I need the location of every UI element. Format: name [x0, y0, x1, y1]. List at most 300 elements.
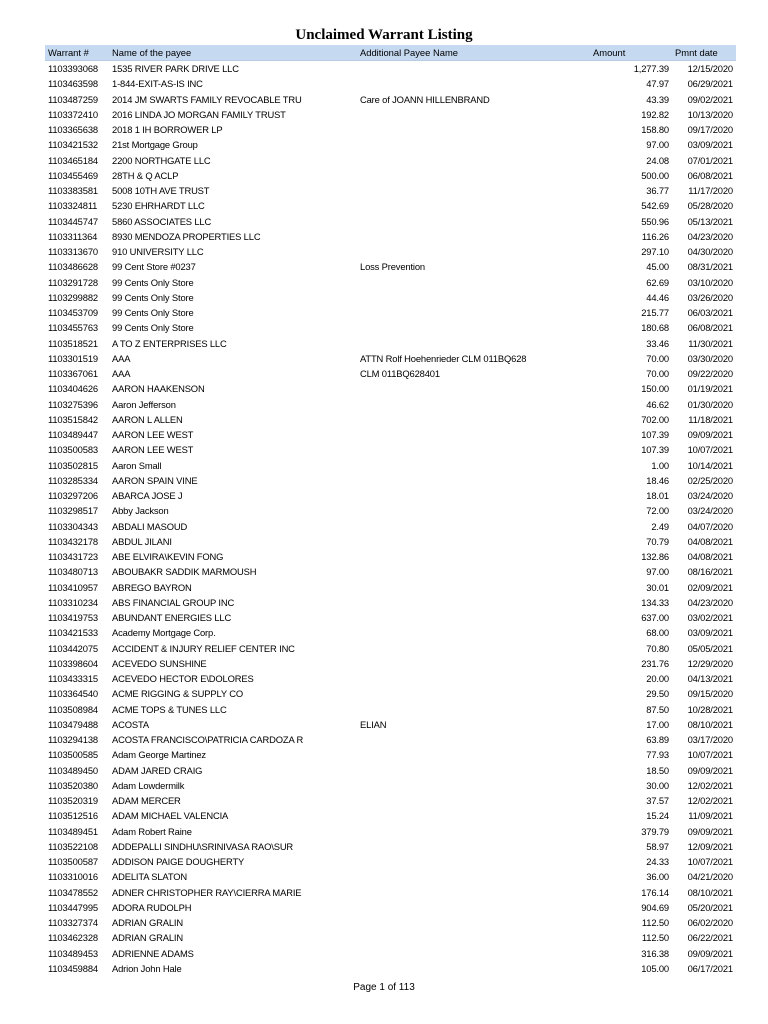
amount: 77.93: [646, 749, 669, 761]
payee-name: 5230 EHRHARDT LLC: [112, 200, 205, 212]
table-row: [45, 503, 736, 518]
warrant-number: 1103520380: [48, 779, 98, 791]
payment-date: 03/09/2021: [687, 139, 733, 151]
amount: 176.14: [641, 886, 669, 898]
payee-name: ACME RIGGING & SUPPLY CO: [112, 688, 243, 700]
payee-name: ADRIAN GRALIN: [112, 932, 183, 944]
payee-name: ABDUL JILANI: [112, 535, 172, 547]
payment-date: 06/29/2021: [687, 78, 733, 90]
additional-payee-name: [357, 214, 575, 229]
additional-payee-name: [357, 946, 575, 961]
warrant-number: 1103508984: [48, 703, 98, 715]
payee-name: 99 Cents Only Store: [112, 307, 194, 319]
payment-date: 10/07/2021: [687, 856, 733, 868]
payee-name: 99 Cents Only Store: [112, 276, 194, 288]
additional-payee-name: [357, 244, 575, 259]
warrant-number: 1103311364: [48, 230, 98, 242]
payee-name: Adam George Martinez: [112, 749, 206, 761]
warrant-number: 1103327374: [48, 917, 98, 929]
table-row: [45, 168, 736, 183]
warrant-number: 1103463598: [48, 78, 98, 90]
table-row: [45, 137, 736, 152]
table-row: [45, 412, 736, 427]
amount: 702.00: [641, 413, 669, 425]
payee-name: 2014 JM SWARTS FAMILY REVOCABLE TRU: [112, 93, 302, 105]
additional-payee-name: [357, 336, 575, 351]
amount: 97.00: [646, 566, 669, 578]
amount: 46.62: [646, 398, 669, 410]
table-row: [45, 153, 736, 168]
table-header-row: [45, 45, 736, 61]
amount: 542.69: [641, 200, 669, 212]
table-row: [45, 900, 736, 915]
payee-name: AARON LEE WEST: [112, 444, 194, 456]
table-row: [45, 351, 736, 366]
amount: 180.68: [641, 322, 669, 334]
warrant-number: 1103455763: [48, 322, 98, 334]
amount: 316.38: [641, 947, 669, 959]
payee-name: Adrion John Hale: [112, 962, 182, 974]
payee-name: ADDISON PAIGE DOUGHERTY: [112, 856, 245, 868]
payee-name: AARON HAAKENSON: [112, 383, 205, 395]
warrant-number: 1103447995: [48, 901, 98, 913]
payment-date: 12/02/2021: [687, 795, 733, 807]
payee-name: AAA: [112, 368, 131, 380]
payment-date: 09/09/2021: [687, 764, 733, 776]
payment-date: 04/13/2021: [687, 673, 733, 685]
table-row: [45, 686, 736, 701]
warrant-number: 1103298517: [48, 505, 98, 517]
additional-payee-name: [357, 183, 575, 198]
amount: 107.39: [641, 429, 669, 441]
additional-payee-name: [357, 153, 575, 168]
warrant-number: 1103479488: [48, 718, 98, 730]
payment-date: 06/22/2021: [687, 932, 733, 944]
warrant-number: 1103291728: [48, 276, 98, 288]
payee-name: ABREGO BAYRON: [112, 581, 192, 593]
payment-date: 08/10/2021: [687, 886, 733, 898]
payee-name: AAA: [112, 352, 131, 364]
additional-payee-name: [357, 198, 575, 213]
amount: 97.00: [646, 139, 669, 151]
warrant-number: 1103404626: [48, 383, 98, 395]
payment-date: 11/18/2021: [688, 413, 733, 425]
table-row: [45, 747, 736, 762]
additional-payee-name: [357, 793, 575, 808]
payment-date: 09/09/2021: [687, 825, 733, 837]
header-payee-name: Name of the payee: [109, 45, 357, 61]
warrant-number: 1103522108: [48, 840, 98, 852]
table-row: [45, 259, 736, 274]
amount: 70.00: [646, 352, 669, 364]
table-row: [45, 915, 736, 930]
payee-name: ABS FINANCIAL GROUP INC: [112, 596, 235, 608]
warrant-number: 1103486628: [48, 261, 98, 273]
additional-payee-name: [357, 869, 575, 884]
table-row: [45, 702, 736, 717]
payment-date: 03/30/2020: [687, 352, 733, 364]
table-row: [45, 381, 736, 396]
amount: 158.80: [641, 124, 669, 136]
amount: 637.00: [641, 612, 669, 624]
warrant-number: 1103518521: [48, 337, 98, 349]
payee-name: ADRIENNE ADAMS: [112, 947, 194, 959]
table-row: [45, 229, 736, 244]
payee-name: 1535 RIVER PARK DRIVE LLC: [112, 63, 239, 75]
warrant-number: 1103372410: [48, 108, 98, 120]
warrant-number: 1103304343: [48, 520, 98, 532]
additional-payee-name: CLM 011BQ628401: [360, 368, 440, 380]
additional-payee-name: [357, 656, 575, 671]
additional-payee-name: [357, 564, 575, 579]
amount: 150.00: [641, 383, 669, 395]
table-row: [45, 854, 736, 869]
table-row: [45, 488, 736, 503]
amount: 47.97: [646, 78, 669, 90]
payment-date: 04/23/2020: [687, 230, 733, 242]
payee-name: 1-844-EXIT-AS-IS INC: [112, 78, 203, 90]
warrant-number: 1103421532: [48, 139, 98, 151]
warrant-number: 1103445747: [48, 215, 98, 227]
amount: 231.76: [641, 657, 669, 669]
warrant-number: 1103364540: [48, 688, 98, 700]
payment-date: 06/08/2021: [687, 322, 733, 334]
table-row: [45, 92, 736, 107]
payment-date: 03/26/2020: [687, 291, 733, 303]
additional-payee-name: [357, 305, 575, 320]
payment-date: 05/13/2021: [687, 215, 733, 227]
additional-payee-name: [357, 320, 575, 335]
warrant-number: 1103275396: [48, 398, 98, 410]
table-row: [45, 961, 736, 976]
payee-name: 21st Mortgage Group: [112, 139, 198, 151]
payment-date: 03/17/2020: [687, 734, 733, 746]
amount: 132.86: [641, 551, 669, 563]
payment-date: 06/03/2021: [687, 307, 733, 319]
header-amount: Amount: [575, 45, 672, 61]
payment-date: 11/09/2021: [688, 810, 733, 822]
payment-date: 02/09/2021: [687, 581, 733, 593]
additional-payee-name: [357, 534, 575, 549]
payment-date: 06/17/2021: [687, 962, 733, 974]
warrant-number: 1103410957: [48, 581, 98, 593]
payee-name: 5860 ASSOCIATES LLC: [112, 215, 212, 227]
additional-payee-name: ATTN Rolf Hoehenrieder CLM 011BQ628: [360, 352, 527, 364]
additional-payee-name: [357, 61, 575, 77]
amount: 134.33: [641, 596, 669, 608]
warrant-number: 1103453709: [48, 307, 98, 319]
amount: 500.00: [641, 169, 669, 181]
warrant-number: 1103455469: [48, 169, 98, 181]
payee-name: ACOSTA: [112, 718, 149, 730]
additional-payee-name: [357, 397, 575, 412]
payment-date: 04/07/2020: [687, 520, 733, 532]
table-row: [45, 61, 736, 77]
additional-payee-name: [357, 229, 575, 244]
payee-name: ADORA RUDOLPH: [112, 901, 192, 913]
payee-name: Abby Jackson: [112, 505, 169, 517]
payee-name: ABARCA JOSE J: [112, 490, 183, 502]
payee-name: ADNER CHRISTOPHER RAY\CIERRA MARIE: [112, 886, 302, 898]
page-number: Page 1 of 113: [353, 982, 415, 993]
payee-name: ACEVEDO HECTOR E\DOLORES: [112, 673, 254, 685]
payment-date: 01/19/2021: [687, 383, 733, 395]
payee-name: ADAM JARED CRAIG: [112, 764, 203, 776]
payment-date: 12/29/2020: [687, 657, 733, 669]
payment-date: 04/21/2020: [687, 871, 733, 883]
amount: 1,277.39: [633, 63, 669, 75]
table-row: [45, 473, 736, 488]
table-row: [45, 717, 736, 732]
additional-payee-name: [357, 488, 575, 503]
table-row: [45, 625, 736, 640]
additional-payee-name: [357, 930, 575, 945]
table-row: [45, 732, 736, 747]
warrant-number: 1103419753: [48, 612, 98, 624]
warrant-number: 1103324811: [48, 200, 98, 212]
payment-date: 02/25/2020: [687, 474, 733, 486]
amount: 18.01: [646, 490, 669, 502]
additional-payee-name: [357, 702, 575, 717]
warrant-number: 1103285334: [48, 474, 98, 486]
additional-payee-name: [357, 442, 575, 457]
additional-payee-name: [357, 808, 575, 823]
amount: 29.50: [646, 688, 669, 700]
warrant-number: 1103297206: [48, 490, 98, 502]
amount: 550.96: [641, 215, 669, 227]
payee-name: ACCIDENT & INJURY RELIEF CENTER INC: [112, 642, 295, 654]
additional-payee-name: [357, 732, 575, 747]
table-row: [45, 564, 736, 579]
payee-name: AARON SPAIN VINE: [112, 474, 198, 486]
payee-name: ACOSTA FRANCISCO\PATRICIA CARDOZA R: [112, 734, 304, 746]
payee-name: Academy Mortgage Corp.: [112, 627, 216, 639]
warrant-number: 1103489451: [48, 825, 98, 837]
table-row: [45, 275, 736, 290]
payment-date: 09/15/2020: [687, 688, 733, 700]
payee-name: 2016 LINDA JO MORGAN FAMILY TRUST: [112, 108, 286, 120]
warrant-number: 1103487259: [48, 93, 98, 105]
amount: 297.10: [641, 246, 669, 258]
table-row: [45, 946, 736, 961]
table-row: [45, 122, 736, 137]
amount: 36.00: [646, 871, 669, 883]
additional-payee-name: [357, 610, 575, 625]
additional-payee-name: [357, 275, 575, 290]
additional-payee-name: [357, 580, 575, 595]
table-row: [45, 76, 736, 91]
warrant-number: 1103367061: [48, 368, 98, 380]
payment-date: 07/01/2021: [687, 154, 733, 166]
payee-name: 2018 1 IH BORROWER LP: [112, 124, 223, 136]
payment-date: 05/05/2021: [687, 642, 733, 654]
payment-date: 11/17/2020: [688, 185, 733, 197]
table-row: [45, 458, 736, 473]
amount: 24.33: [646, 856, 669, 868]
payment-date: 03/10/2020: [687, 276, 733, 288]
payee-name: ACME TOPS & TUNES LLC: [112, 703, 227, 715]
warrant-number: 1103294138: [48, 734, 98, 746]
amount: 30.00: [646, 779, 669, 791]
additional-payee-name: [357, 137, 575, 152]
payee-name: AARON L ALLEN: [112, 413, 183, 425]
warrant-table: [45, 45, 736, 976]
payment-date: 03/24/2020: [687, 490, 733, 502]
additional-payee-name: [357, 290, 575, 305]
amount: 68.00: [646, 627, 669, 639]
payee-name: 910 UNIVERSITY LLC: [112, 246, 204, 258]
warrant-number: 1103433315: [48, 673, 98, 685]
payment-date: 05/20/2021: [687, 901, 733, 913]
payment-date: 10/28/2021: [687, 703, 733, 715]
amount: 63.89: [646, 734, 669, 746]
warrant-number: 1103421533: [48, 627, 98, 639]
table-row: [45, 305, 736, 320]
additional-payee-name: [357, 900, 575, 915]
payment-date: 04/23/2020: [687, 596, 733, 608]
warrant-number: 1103489450: [48, 764, 98, 776]
warrant-number: 1103462328: [48, 932, 98, 944]
table-row: [45, 656, 736, 671]
payee-name: ABUNDANT ENERGIES LLC: [112, 612, 232, 624]
table-row: [45, 107, 736, 122]
amount: 70.00: [646, 368, 669, 380]
additional-payee-name: [357, 686, 575, 701]
additional-payee-name: [357, 549, 575, 564]
payee-name: Aaron Jefferson: [112, 398, 176, 410]
additional-payee-name: [357, 412, 575, 427]
amount: 36.77: [646, 185, 669, 197]
additional-payee-name: [357, 763, 575, 778]
amount: 70.79: [646, 535, 669, 547]
payment-date: 10/14/2021: [687, 459, 733, 471]
warrant-number: 1103431723: [48, 551, 98, 563]
additional-payee-name: [357, 122, 575, 137]
payee-name: A TO Z ENTERPRISES LLC: [112, 337, 227, 349]
table-row: [45, 534, 736, 549]
additional-payee-name: Loss Prevention: [360, 261, 425, 273]
table-row: [45, 595, 736, 610]
table-row: [45, 763, 736, 778]
additional-payee-name: [357, 519, 575, 534]
additional-payee-name: [357, 885, 575, 900]
payment-date: 12/09/2021: [687, 840, 733, 852]
warrant-number: 1103393068: [48, 63, 98, 75]
additional-payee-name: [357, 107, 575, 122]
payee-name: 8930 MENDOZA PROPERTIES LLC: [112, 230, 261, 242]
warrant-number: 1103489453: [48, 947, 98, 959]
payee-name: ADDEPALLI SINDHU\SRINIVASA RAO\SUR: [112, 840, 294, 852]
table-row: [45, 183, 736, 198]
amount: 58.97: [646, 840, 669, 852]
warrant-number: 1103398604: [48, 657, 98, 669]
table-row: [45, 397, 736, 412]
payment-date: 03/09/2021: [687, 627, 733, 639]
payee-name: ABE ELVIRA\KEVIN FONG: [112, 551, 224, 563]
warrant-number: 1103442075: [48, 642, 98, 654]
amount: 18.46: [646, 474, 669, 486]
warrant-number: 1103310234: [48, 596, 98, 608]
table-row: [45, 793, 736, 808]
payment-date: 01/30/2020: [687, 398, 733, 410]
amount: 18.50: [646, 764, 669, 776]
payment-date: 03/02/2021: [687, 612, 733, 624]
payment-date: 10/07/2021: [687, 444, 733, 456]
warrant-number: 1103500587: [48, 856, 98, 868]
payment-date: 10/13/2020: [687, 108, 733, 120]
additional-payee-name: ELIAN: [360, 718, 387, 730]
amount: 107.39: [641, 444, 669, 456]
additional-payee-name: [357, 641, 575, 656]
warrant-number: 1103512516: [48, 810, 98, 822]
payment-date: 09/02/2021: [687, 93, 733, 105]
warrant-number: 1103310016: [48, 871, 98, 883]
page-title: Unclaimed Warrant Listing: [295, 27, 473, 43]
warrant-number: 1103383581: [48, 185, 98, 197]
payment-date: 08/10/2021: [687, 718, 733, 730]
payee-name: 2200 NORTHGATE LLC: [112, 154, 211, 166]
amount: 43.39: [646, 93, 669, 105]
payee-name: 99 Cent Store #0237: [112, 261, 196, 273]
table-row: [45, 869, 736, 884]
amount: 20.00: [646, 673, 669, 685]
warrant-number: 1103502815: [48, 459, 98, 471]
amount: 72.00: [646, 505, 669, 517]
payment-date: 06/08/2021: [687, 169, 733, 181]
additional-payee-name: [357, 168, 575, 183]
table-row: [45, 580, 736, 595]
header-additional-payee: Additional Payee Name: [357, 45, 575, 61]
amount: 33.46: [646, 337, 669, 349]
additional-payee-name: [357, 915, 575, 930]
payment-date: 12/02/2021: [687, 779, 733, 791]
additional-payee-name: [357, 76, 575, 91]
header-warrant: Warrant #: [45, 45, 109, 61]
payee-name: ADAM MICHAEL VALENCIA: [112, 810, 229, 822]
payment-date: 04/30/2020: [687, 246, 733, 258]
payment-date: 11/30/2021: [688, 337, 733, 349]
amount: 45.00: [646, 261, 669, 273]
additional-payee-name: [357, 824, 575, 839]
amount: 17.00: [646, 718, 669, 730]
table-row: [45, 808, 736, 823]
table-row: [45, 244, 736, 259]
amount: 192.82: [641, 108, 669, 120]
additional-payee-name: [357, 381, 575, 396]
payment-date: 04/08/2021: [687, 535, 733, 547]
additional-payee-name: [357, 854, 575, 869]
payee-name: ADRIAN GRALIN: [112, 917, 183, 929]
additional-payee-name: [357, 671, 575, 686]
amount: 62.69: [646, 276, 669, 288]
amount: 44.46: [646, 291, 669, 303]
warrant-number: 1103432178: [48, 535, 98, 547]
table-row: [45, 366, 736, 381]
payee-name: Adam Lowdermilk: [112, 779, 185, 791]
payment-date: 08/16/2021: [687, 566, 733, 578]
amount: 904.69: [641, 901, 669, 913]
payee-name: 99 Cents Only Store: [112, 322, 194, 334]
amount: 112.50: [641, 917, 669, 929]
amount: 2.49: [651, 520, 669, 532]
table-row: [45, 336, 736, 351]
warrant-number: 1103500583: [48, 444, 98, 456]
warrant-number: 1103365638: [48, 124, 98, 136]
warrant-number: 1103301519: [48, 352, 98, 364]
warrant-number: 1103520319: [48, 795, 98, 807]
payment-date: 10/07/2021: [687, 749, 733, 761]
warrant-number: 1103500585: [48, 749, 98, 761]
